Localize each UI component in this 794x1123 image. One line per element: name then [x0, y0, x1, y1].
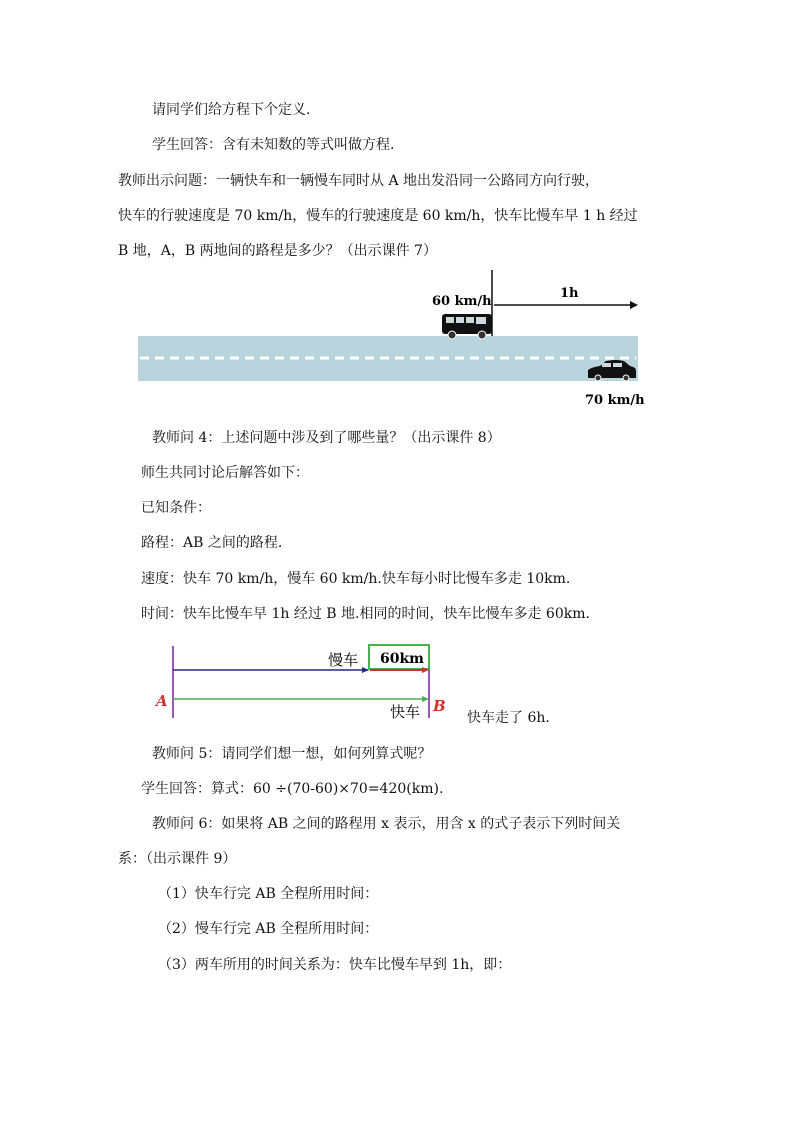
point-b-label: B: [433, 697, 446, 715]
road-figure: [136, 270, 656, 410]
line-19: （3）两车所用的时间关系为：快车比慢车早到 1h，即：: [158, 957, 512, 973]
line-6: 教师问 4：上述问题中涉及到了哪些量？（出示课件 8）: [152, 430, 501, 446]
gap-label: 1h: [560, 286, 579, 301]
line-14: 学生回答：算式：60 ÷(70-60)×70=420(km).: [141, 781, 444, 797]
line-12: 快车走了 6h.: [467, 710, 550, 726]
line-10: 速度：快车 70 km/h，慢车 60 km/h.快车每小时比慢车多走 10km.: [141, 571, 571, 587]
line-13: 教师问 5：请同学们想一想，如何列算式呢？: [152, 746, 432, 762]
fast-arrow-head: [422, 696, 429, 702]
line-16: 系：（出示课件 9）: [118, 851, 237, 867]
fast-speed-label: 70 km/h: [585, 393, 645, 408]
fast-label: 快车: [390, 703, 421, 720]
distance-diagram: [150, 640, 450, 720]
line-17: （1）快车行完 AB 全程所用时间：: [158, 886, 379, 902]
line-2: 学生回答：含有未知数的等式叫做方程.: [152, 137, 395, 153]
line-8: 已知条件：: [141, 500, 211, 516]
line-7: 师生共同讨论后解答如下：: [141, 465, 309, 481]
diff-label: 60km: [380, 651, 424, 667]
slow-speed-label: 60 km/h: [432, 294, 492, 309]
point-a-label: A: [156, 692, 168, 710]
slow-arrow-head: [362, 667, 369, 673]
line-4: 快车的行驶速度是 70 km/h，慢车的行驶速度是 60 km/h，快车比慢车早 1 h 经过: [118, 208, 638, 224]
line-1: 请同学们给方程下个定义.: [152, 102, 311, 118]
line-5: B 地，A，B 两地间的路程是多少？（出示课件 7）: [118, 243, 437, 259]
line-15: 教师问 6：如果将 AB 之间的路程用 x 表示，用含 x 的式子表示下列时间关: [152, 816, 621, 832]
bus-icon: [442, 314, 492, 339]
line-9: 路程：AB 之间的路程.: [141, 535, 283, 551]
slow-label: 慢车: [328, 651, 359, 669]
line-11: 时间：快车比慢车早 1h 经过 B 地.相同的时间，快车比慢车多走 60km.: [141, 606, 590, 622]
line-18: （2）慢车行完 AB 全程所用时间：: [158, 921, 379, 937]
gap-arrow-head: [630, 301, 638, 309]
line-3: 教师出示问题：一辆快车和一辆慢车同时从 A 地出发沿同一公路同方向行驶，: [118, 173, 600, 189]
